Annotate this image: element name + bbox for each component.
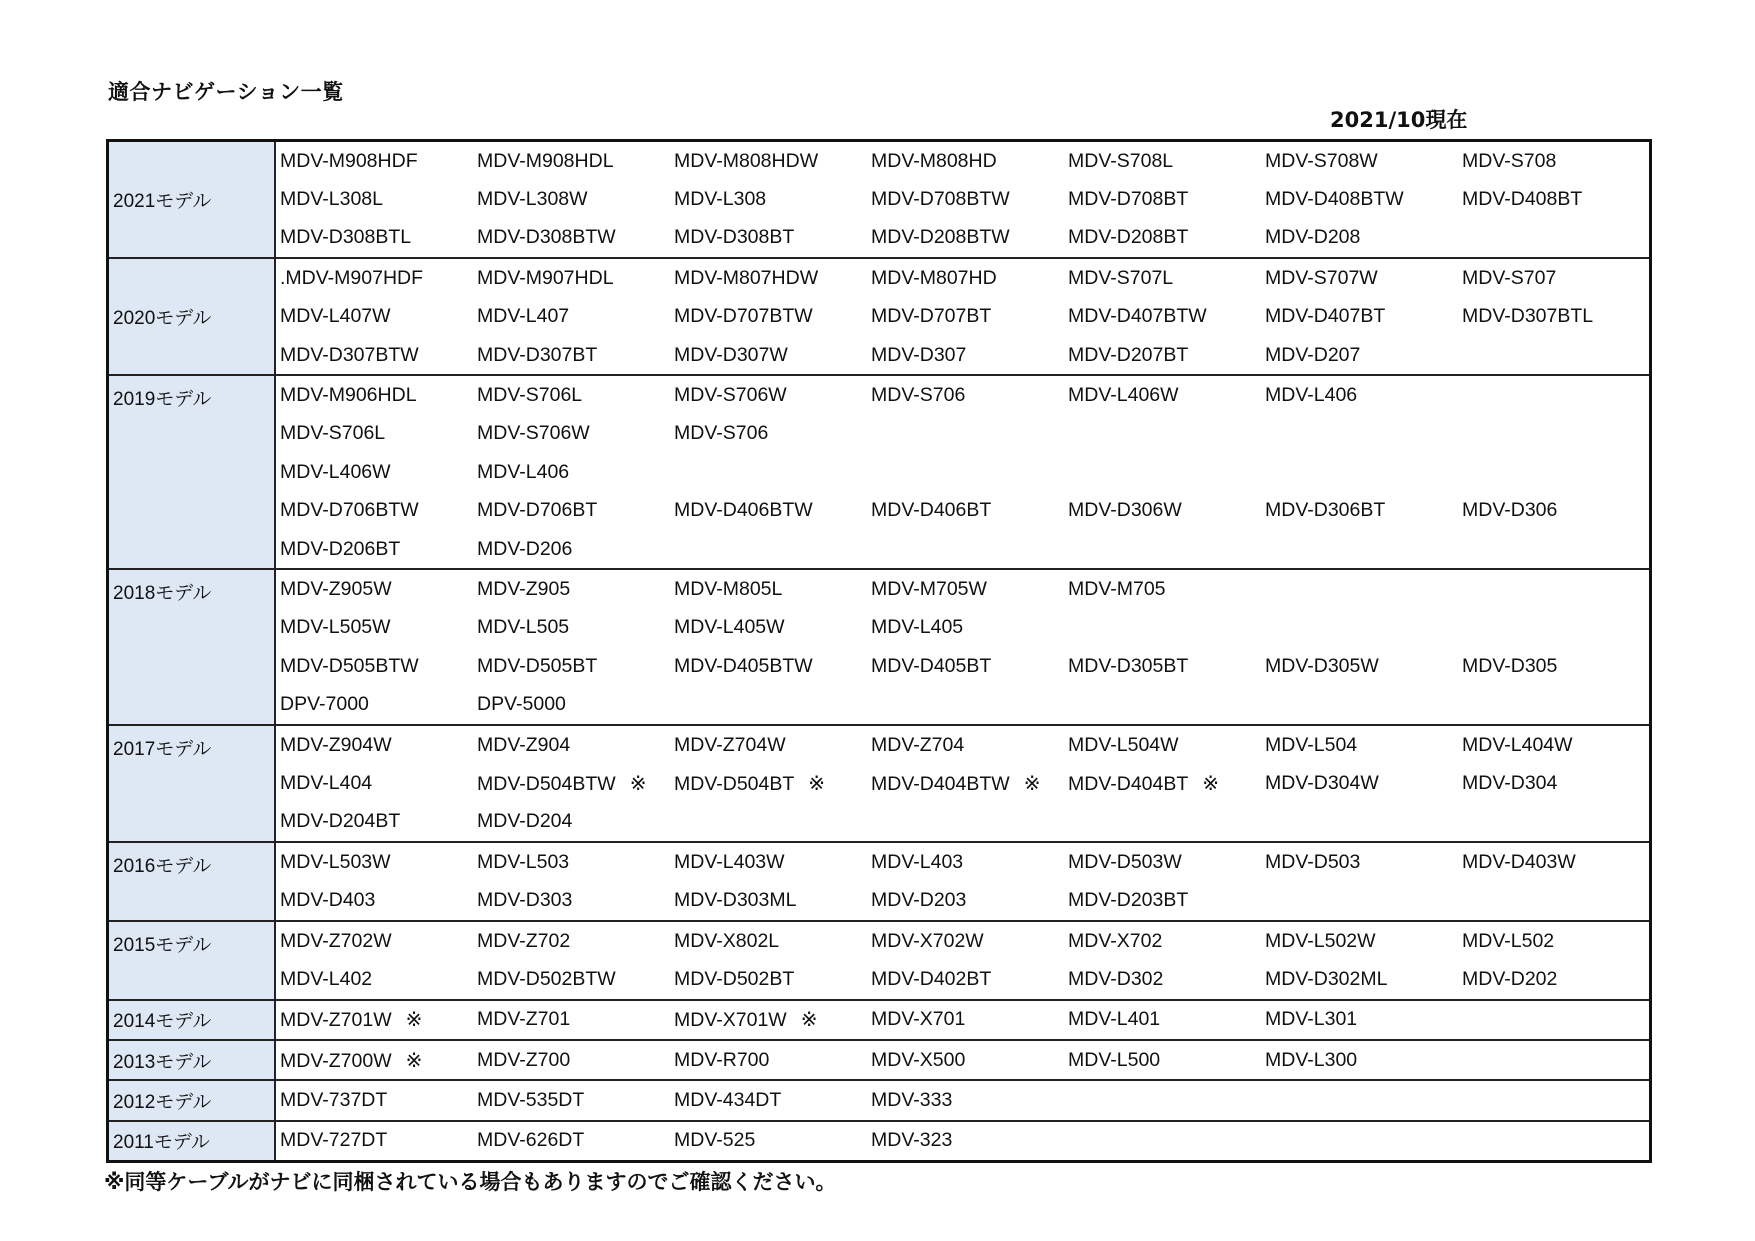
model-cell: MDV-X802L: [674, 929, 780, 952]
model-cell: MDV-Z700: [477, 1048, 571, 1071]
model-cell: MDV-D208BTW: [871, 226, 1010, 249]
note-mark: ※: [629, 772, 647, 795]
model-cell: MDV-D305W: [1265, 654, 1379, 677]
model-cell: MDV-D706BTW: [280, 499, 419, 522]
model-cell: MDV-D708BTW: [871, 188, 1010, 211]
model-cell: MDV-D707BTW: [674, 305, 813, 328]
model-cell: MDV-S706W: [477, 422, 590, 445]
table-row: [276, 803, 1655, 841]
model-cell: [1064, 771, 1261, 796]
model-cell: MDV-M805L: [674, 577, 783, 600]
model-cell: MDV-L403W: [674, 850, 785, 873]
model-cell: MDV-D307BT: [477, 343, 598, 366]
table-row: [276, 1041, 1649, 1079]
table-row: [276, 259, 1655, 297]
model-cell: MDV-D307BTW: [280, 343, 419, 366]
table-row: [276, 881, 1655, 919]
model-cell: MDV-L505W: [280, 616, 391, 639]
model-cell: MDV-434DT: [674, 1089, 782, 1112]
model-cell: MDV-M908HDF: [280, 149, 418, 172]
page-title: 適合ナビゲーション一覧: [108, 80, 344, 104]
note-mark: ※: [1023, 772, 1041, 795]
model-cell: MDV-S708: [1462, 149, 1557, 172]
compatible-navigation-table: [106, 139, 1652, 1163]
model-name: MDV-D504BTW: [477, 772, 616, 795]
model-cell: MDV-Z704W: [674, 733, 786, 756]
model-cell: MDV-S708W: [1265, 149, 1378, 172]
model-cell: MDV-Z701: [477, 1008, 571, 1031]
model-cell: MDV-S706W: [674, 384, 787, 407]
table-row: [276, 685, 1655, 723]
model-cell: MDV-X702W: [871, 929, 984, 952]
model-cell: MDV-D204: [477, 810, 573, 833]
model-cell: MDV-L504: [1265, 733, 1358, 756]
model-cell: MDV-L404W: [1462, 733, 1573, 756]
model-year-group: [109, 1039, 1649, 1079]
model-year-group: [109, 724, 1649, 841]
note-mark: ※: [405, 1049, 423, 1072]
model-cell: MDV-D503: [1265, 850, 1361, 873]
model-cell: [670, 1007, 867, 1032]
model-cell: [276, 1048, 473, 1073]
model-cell: MDV-Z904: [477, 733, 571, 756]
table-row: [276, 609, 1655, 647]
model-cell: MDV-D505BT: [477, 654, 598, 677]
model-year-group: [109, 920, 1649, 999]
model-cell: MDV-D707BT: [871, 305, 992, 328]
model-cell: MDV-D208: [1265, 226, 1361, 249]
model-cell: MDV-626DT: [477, 1129, 585, 1152]
model-year-label: 2019モデル: [109, 376, 276, 568]
note-mark: ※: [808, 772, 826, 795]
model-cell: MDV-D408BTW: [1265, 188, 1404, 211]
model-cell: MDV-D405BT: [871, 654, 992, 677]
table-row: [276, 376, 1655, 414]
model-cell: MDV-323: [871, 1129, 953, 1152]
model-cell: MDV-S706L: [280, 422, 386, 445]
table-row: [276, 764, 1655, 802]
model-cell: MDV-L301: [1265, 1008, 1358, 1031]
model-cell: MDV-D308BTW: [477, 226, 616, 249]
table-row: [276, 453, 1655, 491]
model-cell: MDV-727DT: [280, 1129, 388, 1152]
model-cell: MDV-D405BTW: [674, 654, 813, 677]
model-year-label: 2014モデル: [109, 1001, 276, 1039]
model-cell: MDV-333: [871, 1089, 953, 1112]
model-cell: MDV-D308BTL: [280, 226, 412, 249]
model-cell: MDV-M907HDL: [477, 266, 614, 289]
model-cell: MDV-M906HDL: [280, 384, 417, 407]
model-cell: MDV-L406W: [280, 460, 391, 483]
model-cell: MDV-D303ML: [674, 889, 797, 912]
model-cell: MDV-L405: [871, 616, 964, 639]
model-year-label: 2011モデル: [109, 1122, 276, 1160]
model-cell: MDV-L406: [477, 460, 570, 483]
model-cell: MDV-X500: [871, 1048, 966, 1071]
model-cell: MDV-L308: [674, 188, 767, 211]
model-cell: MDV-L500: [1068, 1048, 1161, 1071]
model-cell: MDV-D304W: [1265, 771, 1379, 794]
model-cell: MDV-L406: [1265, 384, 1358, 407]
note-mark: ※: [1202, 772, 1220, 795]
model-cell: MDV-D407BTW: [1068, 305, 1207, 328]
model-cell: MDV-D403W: [1462, 850, 1576, 873]
model-cell: MDV-M808HD: [871, 149, 997, 172]
model-cell: MDV-L401: [1068, 1008, 1161, 1031]
model-cell: MDV-L308L: [280, 188, 383, 211]
model-cell: MDV-D203: [871, 889, 967, 912]
model-cell: MDV-S707L: [1068, 266, 1174, 289]
model-cell: MDV-D302ML: [1265, 967, 1388, 990]
model-cell: MDV-S707: [1462, 266, 1557, 289]
model-year-group: [109, 257, 1649, 374]
model-cell: MDV-D502BTW: [477, 967, 616, 990]
model-cell: MDV-D202: [1462, 967, 1558, 990]
model-name: MDV-D404BTW: [871, 772, 1010, 795]
model-cell: MDV-M807HD: [871, 266, 997, 289]
model-cell: MDV-M705W: [871, 577, 987, 600]
model-name: MDV-D404BT: [1068, 772, 1189, 795]
model-cell: MDV-D406BT: [871, 499, 992, 522]
model-cell: MDV-D402BT: [871, 967, 992, 990]
table-row: [276, 1081, 1649, 1119]
model-cell: MDV-Z702W: [280, 929, 392, 952]
model-year-label: 2020モデル: [109, 259, 276, 374]
model-cell: MDV-737DT: [280, 1089, 388, 1112]
model-cell: MDV-D305: [1462, 654, 1558, 677]
model-cell: [473, 771, 670, 796]
model-cell: DPV-7000: [280, 693, 369, 716]
model-cell: .MDV-M907HDF: [280, 266, 424, 289]
model-cell: MDV-S707W: [1265, 266, 1378, 289]
model-cell: DPV-5000: [477, 693, 566, 716]
model-cell: [867, 771, 1064, 796]
model-cell: MDV-D308BT: [674, 226, 795, 249]
model-cell: MDV-D208BT: [1068, 226, 1189, 249]
model-cell: [670, 771, 867, 796]
model-cell: MDV-D706BT: [477, 499, 598, 522]
model-year-group: [109, 1120, 1649, 1160]
model-cell: MDV-Z704: [871, 733, 965, 756]
model-year-label: 2013モデル: [109, 1041, 276, 1079]
model-cell: MDV-L503: [477, 850, 570, 873]
model-year-label: 2012モデル: [109, 1081, 276, 1119]
model-name: MDV-D504BT: [674, 772, 795, 795]
model-cell: MDV-D302: [1068, 967, 1164, 990]
model-year-group: [109, 142, 1649, 257]
model-year-label: 2016モデル: [109, 843, 276, 920]
model-cell: MDV-L403: [871, 850, 964, 873]
model-cell: MDV-L308W: [477, 188, 588, 211]
model-cell: MDV-L504W: [1068, 733, 1179, 756]
model-cell: MDV-D307BTL: [1462, 305, 1594, 328]
model-cell: MDV-M807HDW: [674, 266, 819, 289]
model-cell: MDV-L407W: [280, 305, 391, 328]
model-cell: MDV-D304: [1462, 771, 1558, 794]
model-cell: MDV-M705: [1068, 577, 1166, 600]
model-cell: MDV-L300: [1265, 1048, 1358, 1071]
table-row: [276, 1001, 1649, 1039]
as-of-date: 2021/10現在: [1330, 108, 1468, 132]
table-row: [276, 570, 1655, 608]
model-year-label: 2018モデル: [109, 570, 276, 724]
model-cell: MDV-S708L: [1068, 149, 1174, 172]
model-cell: MDV-Z904W: [280, 733, 392, 756]
model-year-label: 2021モデル: [109, 142, 276, 257]
table-row: [276, 843, 1655, 881]
model-cell: MDV-S706L: [477, 384, 583, 407]
table-row: [276, 960, 1655, 998]
model-cell: MDV-L405W: [674, 616, 785, 639]
note-mark: ※: [405, 1009, 423, 1032]
model-cell: MDV-D204BT: [280, 810, 401, 833]
table-row: [276, 922, 1655, 960]
model-cell: MDV-D206BT: [280, 537, 401, 560]
model-cell: MDV-M808HDW: [674, 149, 819, 172]
model-cell: MDV-M908HDL: [477, 149, 614, 172]
model-cell: MDV-R700: [674, 1048, 770, 1071]
model-cell: MDV-D303: [477, 889, 573, 912]
model-cell: MDV-S706: [871, 384, 966, 407]
table-row: [276, 726, 1655, 764]
table-row: [276, 142, 1655, 180]
model-cell: MDV-L502: [1462, 929, 1555, 952]
model-cell: MDV-D305BT: [1068, 654, 1189, 677]
model-year-group: [109, 374, 1649, 568]
model-cell: MDV-D306W: [1068, 499, 1182, 522]
model-cell: MDV-D307W: [674, 343, 788, 366]
model-name: MDV-Z701W: [280, 1009, 392, 1032]
table-row: [276, 219, 1655, 257]
model-cell: MDV-D306: [1462, 499, 1558, 522]
model-cell: MDV-L503W: [280, 850, 391, 873]
model-cell: [276, 1007, 473, 1032]
model-year-group: [109, 841, 1649, 920]
model-year-label: 2017モデル: [109, 726, 276, 841]
model-name: MDV-X701W: [674, 1009, 787, 1032]
model-cell: MDV-L404: [280, 771, 373, 794]
model-cell: MDV-D505BTW: [280, 654, 419, 677]
model-cell: MDV-L505: [477, 616, 570, 639]
model-cell: MDV-Z702: [477, 929, 571, 952]
table-row: [276, 298, 1655, 336]
model-year-group: [109, 999, 1649, 1039]
model-cell: MDV-D206: [477, 537, 573, 560]
model-cell: MDV-S706: [674, 422, 769, 445]
footer-note: ※同等ケーブルがナビに同梱されている場合もありますのでご確認ください。: [104, 1170, 837, 1194]
table-row: [276, 530, 1655, 568]
note-mark: ※: [800, 1009, 818, 1032]
model-year-label: 2015モデル: [109, 922, 276, 999]
model-cell: MDV-D502BT: [674, 967, 795, 990]
table-row: [276, 180, 1655, 218]
model-cell: MDV-D407BT: [1265, 305, 1386, 328]
model-cell: MDV-L407: [477, 305, 570, 328]
model-cell: MDV-D403: [280, 889, 376, 912]
model-name: MDV-Z700W: [280, 1049, 392, 1072]
table-row: [276, 336, 1655, 374]
model-cell: MDV-D307: [871, 343, 967, 366]
model-cell: MDV-D503W: [1068, 850, 1182, 873]
table-row: [276, 1122, 1649, 1160]
model-cell: MDV-D406BTW: [674, 499, 813, 522]
model-cell: MDV-D207: [1265, 343, 1361, 366]
model-cell: MDV-D203BT: [1068, 889, 1189, 912]
model-cell: MDV-D708BT: [1068, 188, 1189, 211]
model-cell: MDV-L402: [280, 967, 373, 990]
model-cell: MDV-Z905: [477, 577, 571, 600]
model-cell: MDV-D408BT: [1462, 188, 1583, 211]
table-row: [276, 647, 1655, 685]
model-year-group: [109, 1079, 1649, 1119]
model-cell: MDV-X702: [1068, 929, 1163, 952]
model-cell: MDV-D207BT: [1068, 343, 1189, 366]
model-cell: MDV-X701: [871, 1008, 966, 1031]
model-cell: MDV-525: [674, 1129, 756, 1152]
model-cell: MDV-535DT: [477, 1089, 585, 1112]
model-year-group: [109, 568, 1649, 724]
table-row: [276, 415, 1655, 453]
table-row: [276, 492, 1655, 530]
model-cell: MDV-L406W: [1068, 384, 1179, 407]
model-cell: MDV-Z905W: [280, 577, 392, 600]
model-cell: MDV-L502W: [1265, 929, 1376, 952]
model-cell: MDV-D306BT: [1265, 499, 1386, 522]
